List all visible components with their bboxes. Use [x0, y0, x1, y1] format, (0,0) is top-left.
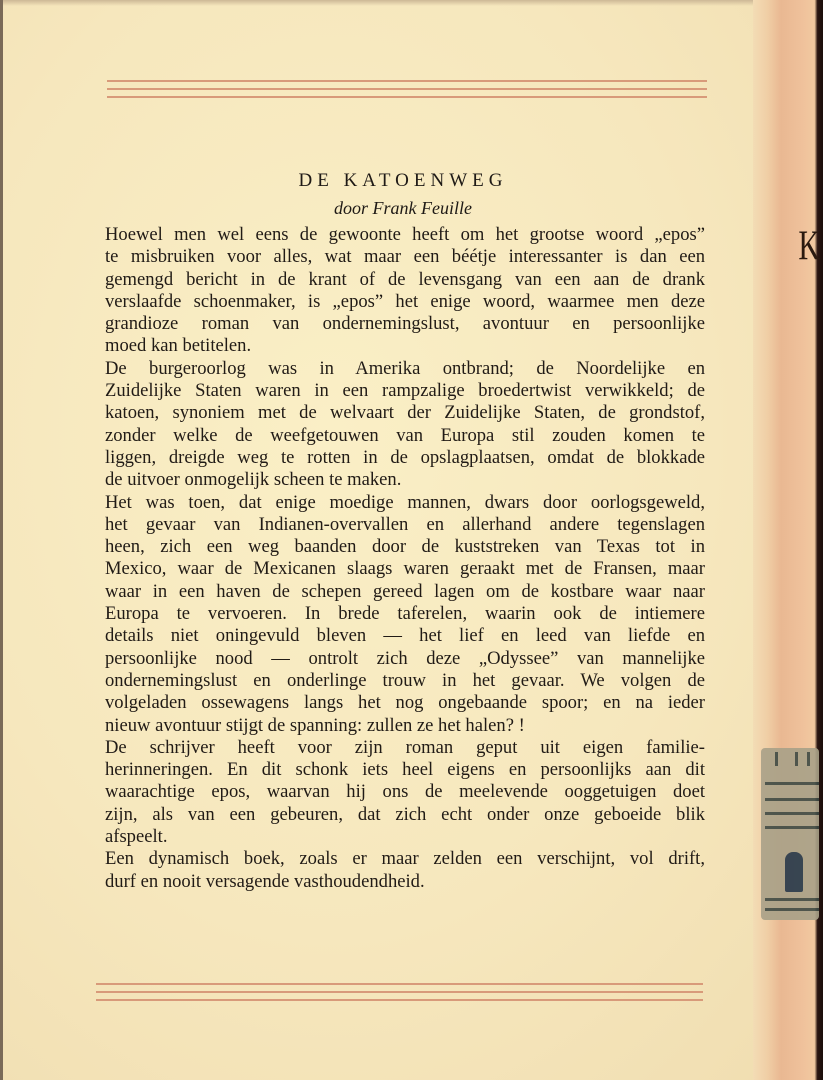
- rule-line: [96, 999, 703, 1001]
- text-line: waar in een haven de schepen gereed lagen om de kostbare waar naar: [105, 580, 705, 602]
- text-line: volgeladen ossewagens langs het nog ongebaande spoor; en na ieder: [105, 692, 705, 714]
- text-line: afspeelt.: [105, 826, 168, 848]
- spine-mark: [765, 898, 819, 901]
- rule-line: [107, 80, 707, 82]
- text-line: zijn, als van een gebeuren, dat zich echt onder onze geboeide blik: [105, 803, 705, 825]
- paragraph: [105, 224, 705, 358]
- text-line: grandioze roman van ondernemingslust, avontuur en persoonlijke: [105, 313, 705, 335]
- text-line: heen, zich een weg baanden door de kuststreken van Texas tot in: [105, 536, 705, 558]
- paragraph: [105, 358, 705, 492]
- rule-line: [96, 983, 703, 985]
- spine-door-shape: [785, 852, 803, 892]
- text-line: ondernemingslust en onderlinge trouw in het gevaar. We volgen de: [105, 669, 705, 691]
- text-line: durf en nooit versagende vasthoudendheid.: [105, 870, 425, 892]
- decorative-rules-bottom: [96, 983, 703, 1003]
- text-line: De schrijver heeft voor zijn roman geput uit eigen familie-: [105, 736, 705, 758]
- book-spine: [753, 0, 823, 1080]
- paragraph: [105, 737, 705, 848]
- spine-mark: [765, 826, 819, 829]
- text-line: moed kan betitelen.: [105, 335, 252, 357]
- text-line: Zuidelijke Staten waren in een rampzalige broedertwist verwikkeld; de: [105, 380, 705, 402]
- text-line: Europa te vervoeren. In brede taferelen, waarin ook de intiemere: [105, 603, 705, 625]
- rule-line: [107, 88, 707, 90]
- spine-illustration: [761, 748, 819, 920]
- text-line: nieuw avontuur stijgt de spanning: zullen ze het halen? !: [105, 714, 525, 736]
- text-line: herinneringen. En dit schonk iets heel eigens en persoonlijks aan dit: [105, 759, 705, 781]
- text-line: persoonlijke nood — ontrolt zich deze „Odyssee” van mannelijke: [105, 647, 705, 669]
- rule-line: [107, 96, 707, 98]
- spine-mark: [795, 752, 798, 766]
- decorative-rules-top: [107, 80, 707, 100]
- text-line: waarachtige epos, waarvan hij ons de meelevende ooggetuigen doet: [105, 781, 705, 803]
- spine-title-letter: K: [798, 223, 820, 270]
- text-line: katoen, synoniem met de welvaart der Zuidelijke Staten, de grondstof,: [105, 402, 705, 424]
- paragraph: [105, 848, 705, 893]
- paragraph: [105, 492, 705, 737]
- text-line: zonder welke de weefgetouwen van Europa stil zouden komen te: [105, 424, 705, 446]
- author-line: door Frank Feuille: [334, 198, 472, 218]
- spine-mark: [765, 798, 819, 801]
- text-line: te misbruiken voor alles, wat maar een béétje interessanter is dan een: [105, 246, 705, 268]
- text-line: liggen, dreigde weg te rotten in de opslagplaatsen, omdat de blokkade: [105, 446, 705, 468]
- text-line: Hoewel men wel eens de gewoonte heeft om het grootse woord „epos”: [105, 224, 705, 245]
- text-line: De burgeroorlog was in Amerika ontbrand; de Noordelijke en: [105, 357, 705, 379]
- spine-mark: [765, 812, 819, 815]
- spine-mark: [775, 752, 778, 766]
- spine-mark: [807, 752, 810, 766]
- blurb-text: [105, 224, 705, 893]
- spine-mark: [765, 908, 819, 911]
- text-line: Een dynamisch boek, zoals er maar zelden een verschijnt, vol drift,: [105, 848, 705, 870]
- text-line: gemengd bericht in de krant of de levensgang van een aan de drank: [105, 268, 705, 290]
- text-line: details niet oningevuld bleven — het lief en leed van liefde en: [105, 625, 705, 647]
- text-line: Het was toen, dat enige moedige mannen, dwars door oorlogsgeweld,: [105, 491, 705, 513]
- text-line: de uitvoer onmogelijk scheen te maken.: [105, 469, 402, 491]
- spine-mark: [765, 782, 819, 785]
- text-line: verslaafde schoenmaker, is „epos” het enige woord, waarmee men deze: [105, 290, 705, 312]
- text-line: Mexico, waar de Mexicanen slaags waren geraakt met de Fransen, maar: [105, 558, 705, 580]
- text-line: het gevaar van Indianen-overvallen en allerhand andere tegenslagen: [105, 513, 705, 535]
- book-title: DE KATOENWEG: [298, 170, 508, 191]
- rule-line: [96, 991, 703, 993]
